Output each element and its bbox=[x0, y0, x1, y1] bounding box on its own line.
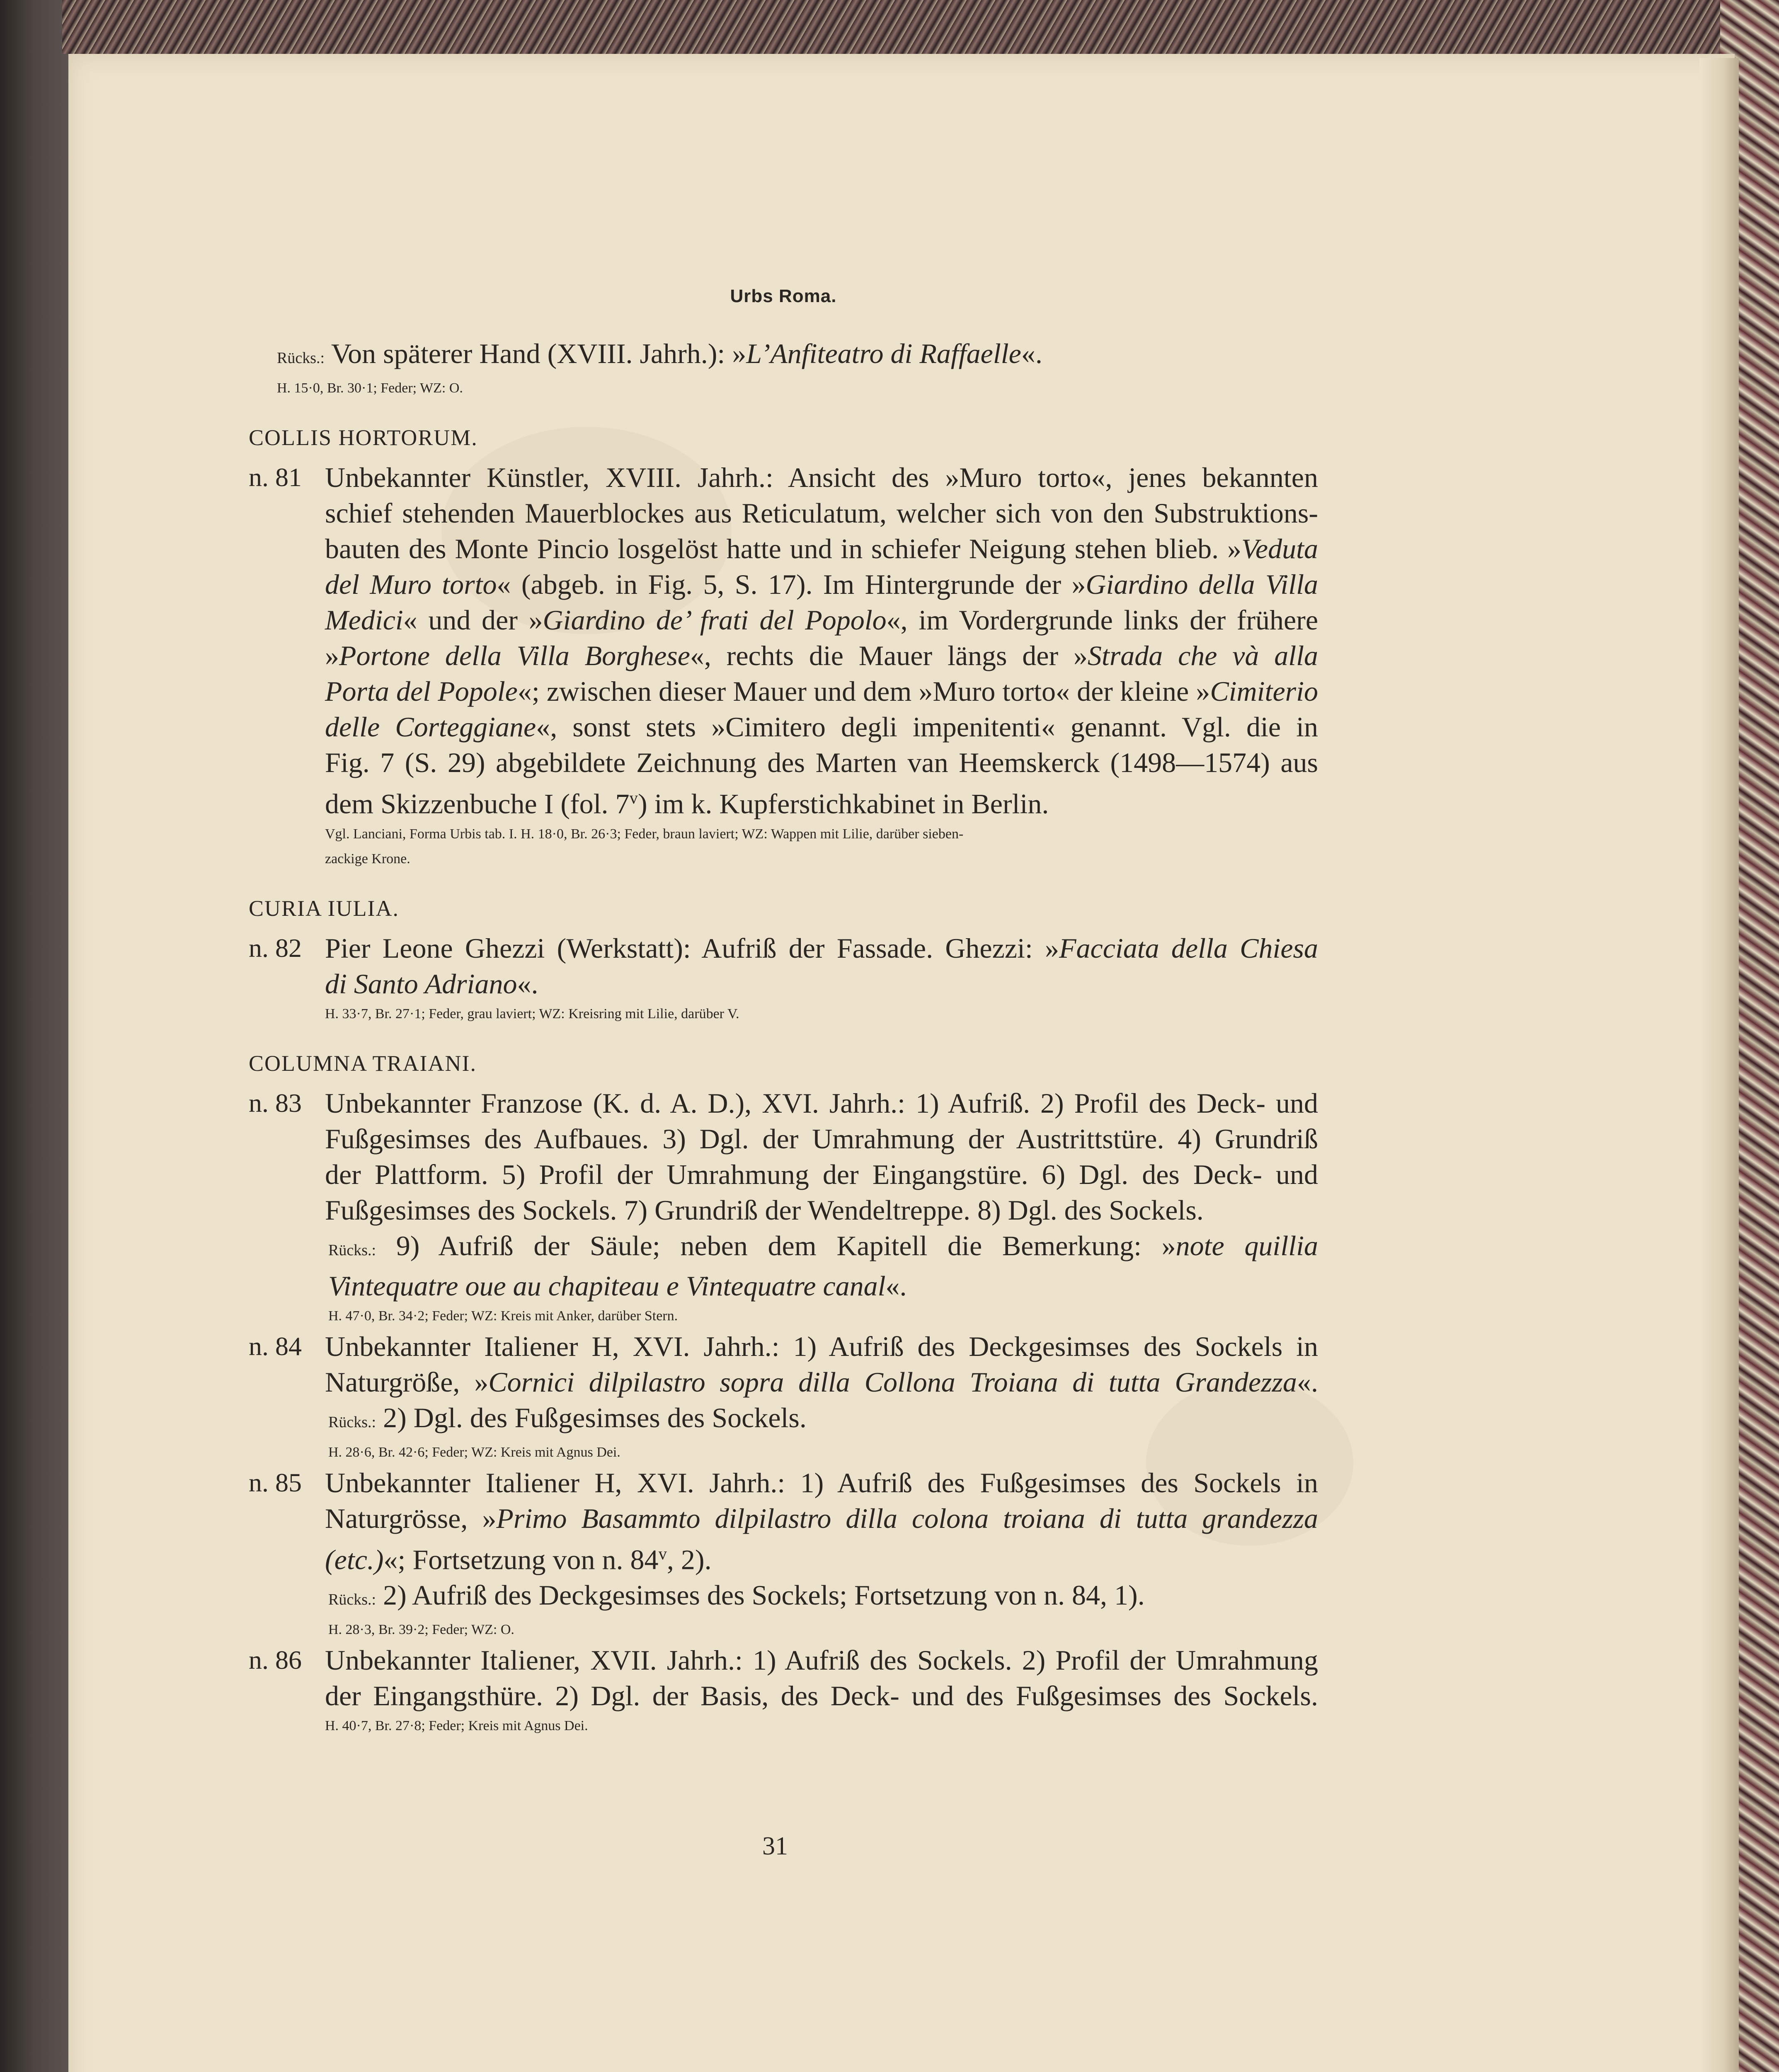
book-spine-left bbox=[0, 0, 70, 2072]
verso-line: Rücks.: 2) Aufriß des Deckgesimses des Sockels; Fortsetzung von n. 84, 1). bbox=[328, 1579, 1145, 1611]
catalogue-entry-n84 bbox=[249, 1329, 1318, 1465]
entry-number: n. 81 bbox=[249, 462, 302, 492]
measurements: H. 33·7, Br. 27·1; Feder, grau laviert; WZ: Kreisring mit Lilie, darüber V. bbox=[325, 1006, 739, 1021]
text-line: Fußgesimses des Sockels. 7) Grundriß der Wendeltreppe. 8) Dgl. des Sockels. bbox=[325, 1194, 1204, 1226]
entry-number: n. 86 bbox=[249, 1645, 302, 1675]
measurements: H. 28·3, Br. 39·2; Feder; WZ: O. bbox=[328, 1622, 514, 1638]
text-line: Unbekannter Italiener H, XVI. Jahrh.: 1) Aufriß des Fußgesimses des Sockels in bbox=[325, 1467, 1318, 1498]
catalogue-entry-n83 bbox=[249, 1085, 1318, 1329]
catalogue-entry-n82 bbox=[249, 930, 1318, 1026]
page-fore-edge bbox=[1699, 58, 1739, 2072]
measurements: H. 15·0, Br. 30·1; Feder; WZ: O. bbox=[277, 380, 463, 396]
entry-number: n. 82 bbox=[249, 933, 302, 963]
text-line: (etc.)«; Fortsetzung von n. 84$^v$, 2). bbox=[325, 1544, 712, 1576]
catalogue-entry-n81 bbox=[249, 460, 1318, 871]
section-title-curia-iulia: CURIA IULIA. bbox=[249, 896, 399, 921]
verso-line: Rücks.: 9) Aufriß der Säule; neben dem Kapitell die Bemerkung: »note quillia bbox=[328, 1230, 1318, 1261]
text-line: bauten des Monte Pincio losgelöst hatte und in schiefer Neigung stehen blieb. »Veduta bbox=[325, 533, 1318, 564]
measurements: zackige Krone. bbox=[325, 851, 410, 867]
text-line: Unbekannter Franzose (K. d. A. D.), XVI. Jahrh.: 1) Aufriß. 2) Profil des Deck- und bbox=[325, 1087, 1318, 1119]
text-line: der Eingangsthüre. 2) Dgl. der Basis, des Deck- und des Fußgesimses des Sockels. bbox=[325, 1680, 1318, 1712]
text-line: Naturgrösse, »Primo Basammto dilpilastro dilla colona troiana di tutta grandezza bbox=[325, 1502, 1318, 1534]
text-line: der Plattform. 5) Profil der Umrahmung der Eingangstüre. 6) Dgl. des Deck- und bbox=[325, 1158, 1318, 1190]
measurements: H. 40·7, Br. 27·8; Feder; Kreis mit Agnus Dei. bbox=[325, 1718, 588, 1734]
section-title-columna-traiani: COLUMNA TRAIANI. bbox=[249, 1051, 477, 1076]
italic-title: L’Anfiteatro di Raffaelle bbox=[746, 338, 1021, 369]
text-line: Unbekannter Italiener, XVII. Jahrh.: 1) Aufriß des Sockels. 2) Profil der Umrahmung bbox=[325, 1644, 1318, 1676]
measurements: H. 28·6, Br. 42·6; Feder; WZ: Kreis mit Agnus Dei. bbox=[328, 1444, 620, 1460]
text-line: Fußgesimses des Aufbaues. 3) Dgl. der Umrahmung der Austrittstüre. 4) Grundriß bbox=[325, 1123, 1318, 1155]
top-verso-entry bbox=[249, 336, 1318, 401]
entry-number: n. 83 bbox=[249, 1088, 302, 1118]
entry-number: n. 85 bbox=[249, 1467, 302, 1497]
measurements: Vgl. Lanciani, Forma Urbis tab. I. H. 18·0, Br. 26·3; Feder, braun laviert; WZ: Wappen mit Lilie, darüber sieben- bbox=[325, 826, 964, 842]
book-cover-top-edge bbox=[62, 0, 1745, 54]
text-line: Naturgröße, »Cornici dilpilastro sopra dilla Collona Troiana di tutta Grandezza«. bbox=[325, 1366, 1318, 1398]
text-line: del Muro torto« (abgeb. in Fig. 5, S. 17). Im Hintergrunde der »Giardino della Villa bbox=[325, 569, 1318, 600]
text-line: schief stehenden Mauerblockes aus Reticulatum, welcher sich von den Substruktions- bbox=[325, 497, 1318, 529]
text-line: Pier Leone Ghezzi (Werkstatt): Aufriß der Fassade. Ghezzi: »Facciata della Chiesa bbox=[325, 932, 1318, 964]
running-head: Urbs Roma. bbox=[730, 286, 837, 306]
text-line: Unbekannter Künstler, XVIII. Jahrh.: Ansicht des »Muro torto«, jenes bekannten bbox=[325, 462, 1318, 493]
page-number: 31 bbox=[762, 1832, 788, 1860]
section-title-collis-hortorum: COLLIS HORTORUM. bbox=[249, 425, 478, 450]
text-line: Fig. 7 (S. 29) abgebildete Zeichnung des Marten van Heemskerck (1498—1574) aus bbox=[325, 747, 1318, 778]
verso-label: Rücks.: bbox=[277, 349, 325, 367]
measurements: H. 47·0, Br. 34·2; Feder; WZ: Kreis mit Anker, darüber Stern. bbox=[328, 1308, 678, 1324]
verso-line: Rücks.: 2) Dgl. des Fußgesimses des Sockels. bbox=[328, 1402, 807, 1433]
text-line: di Santo Adriano«. bbox=[325, 968, 538, 1000]
text-line: delle Corteggiane«, sonst stets »Cimitero degli impenitenti« genannt. Vgl. die in bbox=[325, 711, 1318, 743]
text: «. bbox=[1021, 338, 1042, 369]
catalogue-entry-n85 bbox=[249, 1465, 1318, 1643]
text-line: Unbekannter Italiener H, XVI. Jahrh.: 1) Aufriß des Deckgesimses des Sockels in bbox=[325, 1330, 1318, 1362]
verso-line: Vintequatre oue au chapiteau e Vintequatre canal«. bbox=[328, 1270, 907, 1302]
catalogue-entry-n86 bbox=[249, 1642, 1318, 1738]
entry-number: n. 84 bbox=[249, 1331, 302, 1361]
text-line: dem Skizzenbuche I (fol. 7$^v$) im k. Kupferstichkabinet in Berlin. bbox=[325, 788, 1049, 820]
text-line: Porta del Popole«; zwischen dieser Mauer und dem »Muro torto« der kleine »Cimiterio bbox=[325, 675, 1318, 707]
text-line: »Portone della Villa Borghese«, rechts die Mauer längs der »Strada che và alla bbox=[325, 640, 1318, 671]
page-text-block bbox=[249, 286, 1318, 1738]
text-line: Medici« und der »Giardino de’ frati del Popolo«, im Vordergrunde links der frühere bbox=[325, 604, 1318, 636]
text: Von späterer Hand (XVIII. Jahrh.): » bbox=[331, 338, 747, 369]
